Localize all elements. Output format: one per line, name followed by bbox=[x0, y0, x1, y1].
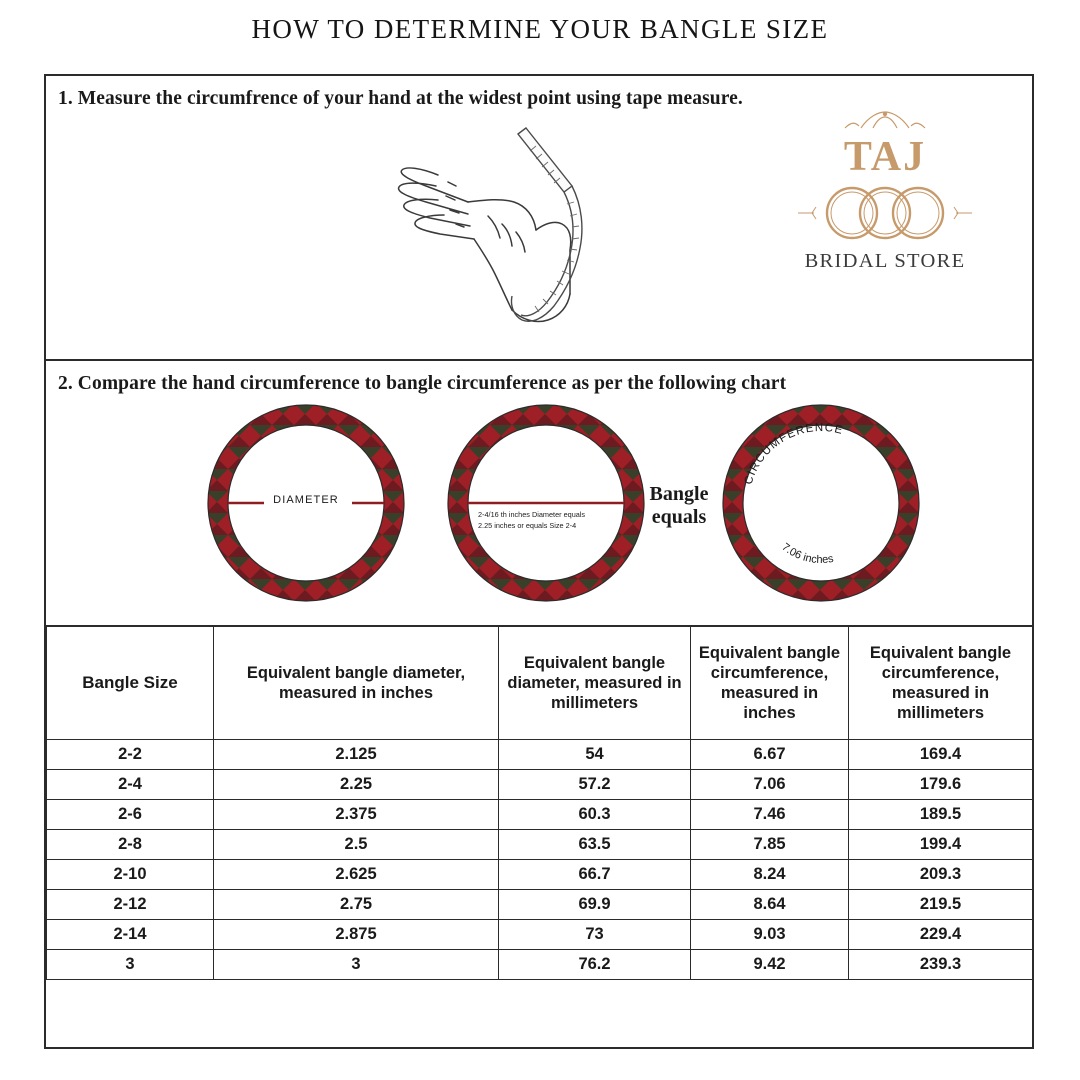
column-header-diameter-inches: Equivalent bangle diameter, measured in inches bbox=[214, 627, 499, 740]
cell-diameter-mm: 63.5 bbox=[499, 830, 691, 860]
cell-diameter-mm: 66.7 bbox=[499, 860, 691, 890]
cell-diameter-inches: 2.25 bbox=[214, 770, 499, 800]
circumference-value: 7.06 inches bbox=[779, 541, 835, 567]
circumference-label: CIRCUMFERENCE bbox=[742, 421, 845, 487]
diameter-label: DIAMETER bbox=[273, 494, 339, 506]
cell-circumference-mm: 199.4 bbox=[849, 830, 1033, 860]
cell-diameter-mm: 73 bbox=[499, 920, 691, 950]
bangle-diameter-diagram bbox=[206, 403, 406, 603]
cell-diameter-mm: 57.2 bbox=[499, 770, 691, 800]
cell-bangle-size: 2-6 bbox=[47, 800, 214, 830]
cell-circumference-mm: 169.4 bbox=[849, 740, 1033, 770]
bangle-equals-label: Bangle equals bbox=[649, 483, 709, 528]
cell-circumference-inches: 9.03 bbox=[691, 920, 849, 950]
cell-circumference-inches: 7.46 bbox=[691, 800, 849, 830]
page-title: HOW TO DETERMINE YOUR BANGLE SIZE bbox=[251, 14, 829, 44]
cell-circumference-inches: 9.42 bbox=[691, 950, 849, 980]
cell-diameter-inches: 3 bbox=[214, 950, 499, 980]
cell-bangle-size: 3 bbox=[47, 950, 214, 980]
cell-circumference-mm: 189.5 bbox=[849, 800, 1033, 830]
cell-circumference-mm: 219.5 bbox=[849, 890, 1033, 920]
cell-diameter-inches: 2.625 bbox=[214, 860, 499, 890]
table-row bbox=[47, 920, 1033, 950]
step-2-heading: 2. Compare the hand circumference to bangle circumference as per the following chart bbox=[58, 373, 787, 394]
step-1-heading: 1. Measure the circumfrence of your hand at the widest point using tape measure. bbox=[58, 88, 743, 109]
cell-bangle-size: 2-10 bbox=[47, 860, 214, 890]
cell-circumference-mm: 209.3 bbox=[849, 860, 1033, 890]
step-1-section bbox=[46, 76, 1032, 361]
bangle-inches-diagram bbox=[446, 403, 646, 603]
column-header-diameter-mm: Equivalent bangle diameter, measured in millimeters bbox=[499, 627, 691, 740]
cell-bangle-size: 2-2 bbox=[47, 740, 214, 770]
cell-diameter-inches: 2.5 bbox=[214, 830, 499, 860]
column-header-bangle-size: Bangle Size bbox=[47, 627, 214, 740]
cell-diameter-inches: 2.375 bbox=[214, 800, 499, 830]
table-row bbox=[47, 830, 1033, 860]
table-row bbox=[47, 890, 1033, 920]
cell-circumference-inches: 8.64 bbox=[691, 890, 849, 920]
brand-name: TAJ bbox=[843, 134, 927, 180]
table-header-row bbox=[47, 627, 1033, 740]
bangle-size-note: 2-4/16 th inches Diameter equals 2.25 inches or equals Size 2-4 bbox=[478, 510, 586, 530]
cell-circumference-inches: 8.24 bbox=[691, 860, 849, 890]
cell-circumference-inches: 7.85 bbox=[691, 830, 849, 860]
cell-circumference-mm: 229.4 bbox=[849, 920, 1033, 950]
cell-diameter-inches: 2.75 bbox=[214, 890, 499, 920]
step-2-section bbox=[46, 361, 1032, 1040]
cell-bangle-size: 2-8 bbox=[47, 830, 214, 860]
brand-tagline: BRIDAL STORE bbox=[804, 250, 966, 272]
column-header-circumference-inches: Equivalent bangle circumference, measured in inches bbox=[691, 627, 849, 740]
table-row bbox=[47, 770, 1033, 800]
cell-circumference-inches: 7.06 bbox=[691, 770, 849, 800]
table-bottom-space bbox=[46, 980, 1032, 1040]
table-row bbox=[47, 860, 1033, 890]
cell-diameter-inches: 2.125 bbox=[214, 740, 499, 770]
table-row bbox=[47, 950, 1033, 980]
chart-outer-frame bbox=[44, 74, 1034, 1049]
bangle-diagrams bbox=[46, 395, 1032, 625]
hand-measure-illustration bbox=[376, 120, 656, 335]
bangle-size-table bbox=[46, 626, 1033, 980]
cell-bangle-size: 2-14 bbox=[47, 920, 214, 950]
cell-diameter-mm: 60.3 bbox=[499, 800, 691, 830]
three-rings-icon bbox=[770, 182, 1000, 244]
cell-diameter-mm: 76.2 bbox=[499, 950, 691, 980]
column-header-circumference-mm: Equivalent bangle circumference, measured in millimeters bbox=[849, 627, 1033, 740]
crown-ornament-icon bbox=[770, 110, 1000, 132]
cell-diameter-mm: 69.9 bbox=[499, 890, 691, 920]
cell-diameter-inches: 2.875 bbox=[214, 920, 499, 950]
table-row bbox=[47, 800, 1033, 830]
table-row bbox=[47, 740, 1033, 770]
brand-logo bbox=[770, 110, 1000, 273]
cell-bangle-size: 2-4 bbox=[47, 770, 214, 800]
bangle-circumference-diagram bbox=[721, 403, 921, 603]
cell-circumference-mm: 239.3 bbox=[849, 950, 1033, 980]
cell-circumference-mm: 179.6 bbox=[849, 770, 1033, 800]
cell-circumference-inches: 6.67 bbox=[691, 740, 849, 770]
cell-bangle-size: 2-12 bbox=[47, 890, 214, 920]
cell-diameter-mm: 54 bbox=[499, 740, 691, 770]
size-table-wrapper bbox=[46, 625, 1032, 1040]
